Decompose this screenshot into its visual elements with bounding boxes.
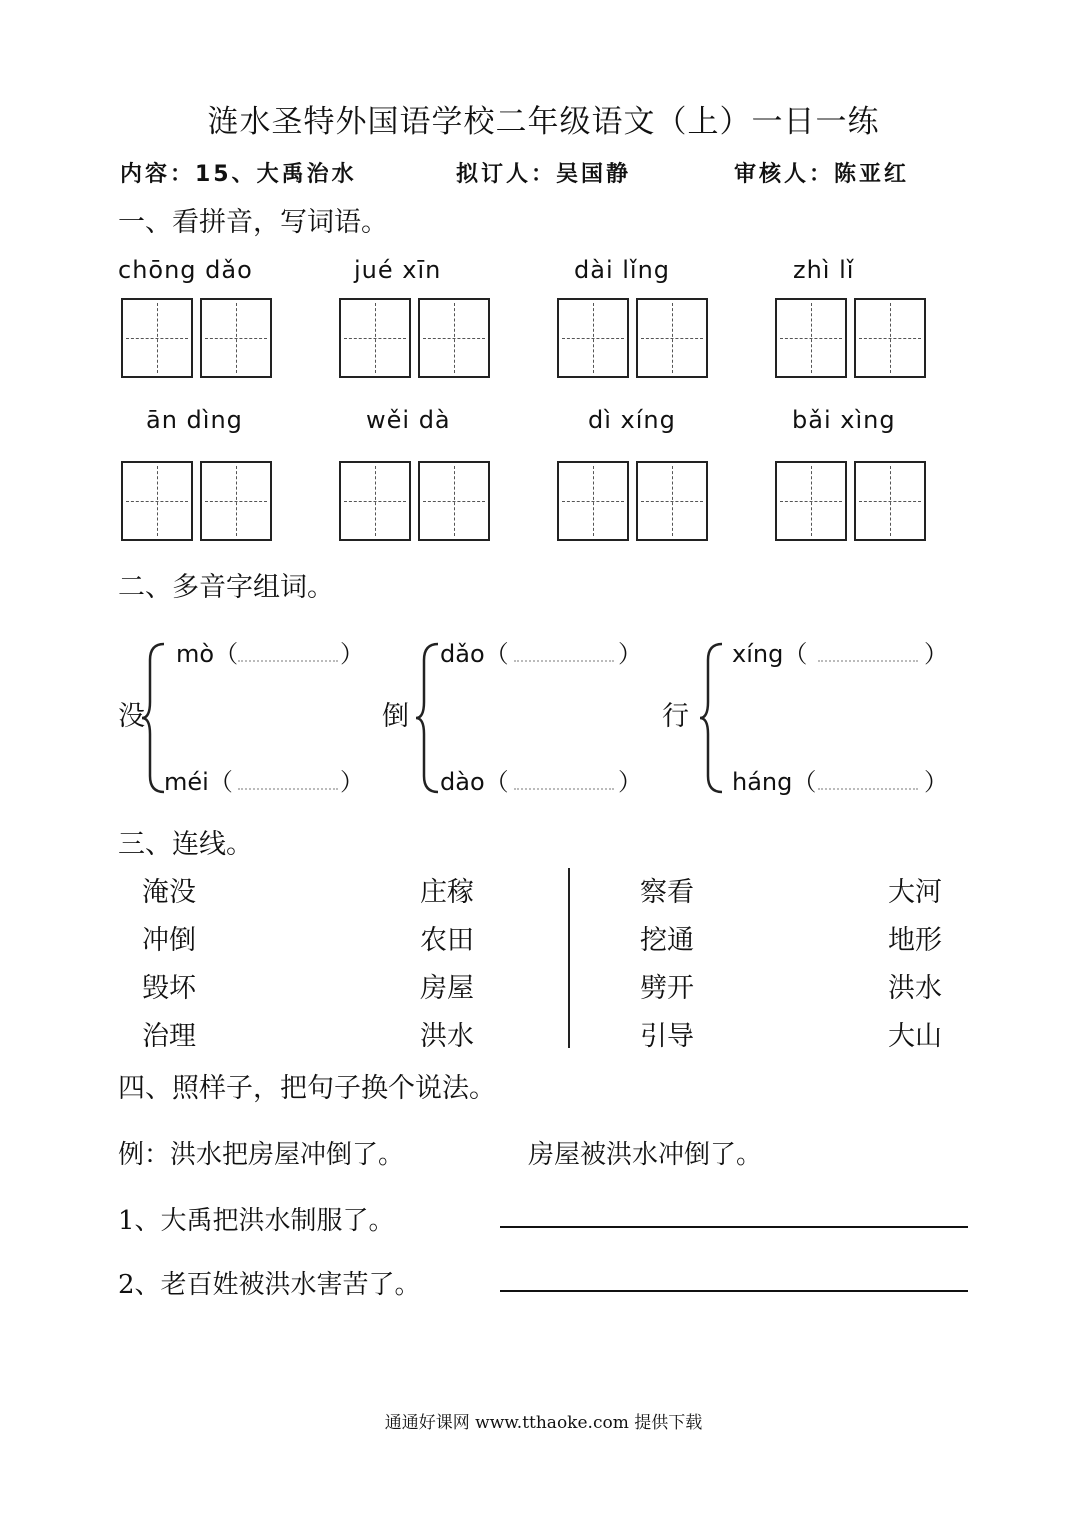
pinyin-label: dì xíng [588, 406, 676, 434]
writing-box[interactable] [636, 461, 708, 541]
close-paren: ） [924, 768, 948, 796]
writing-box[interactable] [418, 461, 490, 541]
polyphone-bottom: méi（ [164, 768, 233, 796]
writing-box[interactable] [854, 298, 926, 378]
match-word-left[interactable]: 冲倒 [142, 925, 196, 956]
writing-box[interactable] [200, 298, 272, 378]
divider [568, 868, 570, 1048]
writing-box[interactable] [775, 298, 847, 378]
polyphone-top: mò（ [176, 640, 239, 668]
section3-heading: 三、连线。 [118, 829, 253, 860]
content-label: 内容：15、大禹治水 [120, 162, 357, 187]
writing-box[interactable] [557, 461, 629, 541]
pinyin-label: ān dìng [146, 406, 243, 434]
page-title: 涟水圣特外国语学校二年级语文（上）一日一练 [207, 104, 880, 140]
match-word-right[interactable]: 大河 [888, 877, 942, 908]
match-word-right[interactable]: 房屋 [420, 973, 474, 1004]
brace-icon [698, 640, 728, 796]
writing-box[interactable] [200, 461, 272, 541]
close-paren: ） [924, 640, 948, 668]
writing-box[interactable] [557, 298, 629, 378]
writing-box[interactable] [339, 461, 411, 541]
answer-blank[interactable] [238, 660, 338, 662]
polyphone-bottom: dào（ [440, 768, 509, 796]
polyphone-bottom: háng（ [732, 768, 817, 796]
answer-blank[interactable] [818, 660, 918, 662]
match-word-right[interactable]: 庄稼 [420, 877, 474, 908]
polyphone-char: 倒 [382, 701, 409, 732]
writing-box[interactable] [418, 298, 490, 378]
answer-line-1[interactable] [500, 1226, 968, 1228]
match-word-left[interactable]: 引导 [640, 1021, 694, 1052]
pinyin-label: bǎi xìng [792, 406, 896, 434]
polyphone-char: 行 [662, 701, 689, 732]
writing-box[interactable] [854, 461, 926, 541]
close-paren: ） [340, 768, 364, 796]
footer-credit: 通通好课网 www.tthaoke.com 提供下载 [384, 1413, 703, 1433]
match-word-left[interactable]: 治理 [142, 1021, 196, 1052]
match-word-right[interactable]: 洪水 [420, 1021, 474, 1052]
match-word-right[interactable]: 地形 [888, 925, 942, 956]
match-word-left[interactable]: 淹没 [142, 877, 196, 908]
pinyin-label: jué xīn [354, 256, 442, 284]
pinyin-label: wěi dà [366, 406, 451, 434]
match-word-left[interactable]: 挖通 [640, 925, 694, 956]
example-sentence: 例：洪水把房屋冲倒了。 [118, 1140, 405, 1170]
writing-box[interactable] [775, 461, 847, 541]
pinyin-label: zhì lǐ [793, 256, 855, 284]
answer-blank[interactable] [238, 788, 338, 790]
answer-blank[interactable] [514, 788, 614, 790]
close-paren: ） [618, 768, 642, 796]
polyphone-top: dǎo（ [440, 640, 509, 668]
section4-heading: 四、照样子，把句子换个说法。 [118, 1073, 496, 1104]
pinyin-label: dài lǐng [574, 256, 671, 284]
match-word-left[interactable]: 劈开 [640, 973, 694, 1004]
reviewer-label: 审核人：陈亚红 [734, 162, 910, 187]
answer-blank[interactable] [514, 660, 614, 662]
pinyin-label: chōng dǎo [118, 256, 253, 284]
match-word-right[interactable]: 洪水 [888, 973, 942, 1004]
writing-box[interactable] [339, 298, 411, 378]
answer-blank[interactable] [818, 788, 918, 790]
question-1: 1、大禹把洪水制服了。 [118, 1206, 395, 1236]
writing-box[interactable] [121, 298, 193, 378]
answer-line-2[interactable] [500, 1290, 968, 1292]
section1-heading: 一、看拼音，写词语。 [118, 207, 388, 238]
writing-box[interactable] [121, 461, 193, 541]
polyphone-top: xíng（ [732, 640, 808, 668]
close-paren: ） [618, 640, 642, 668]
close-paren: ） [340, 640, 364, 668]
writing-box[interactable] [636, 298, 708, 378]
question-2: 2、老百姓被洪水害苦了。 [118, 1270, 421, 1300]
author-label: 拟订人：吴国静 [456, 162, 632, 187]
example-answer: 房屋被洪水冲倒了。 [528, 1140, 763, 1170]
polyphone-char: 没 [118, 701, 145, 732]
section2-heading: 二、多音字组词。 [118, 572, 334, 603]
match-word-right[interactable]: 农田 [420, 925, 474, 956]
match-word-right[interactable]: 大山 [888, 1021, 942, 1052]
match-word-left[interactable]: 毁坏 [142, 973, 196, 1004]
match-word-left[interactable]: 察看 [640, 877, 694, 908]
